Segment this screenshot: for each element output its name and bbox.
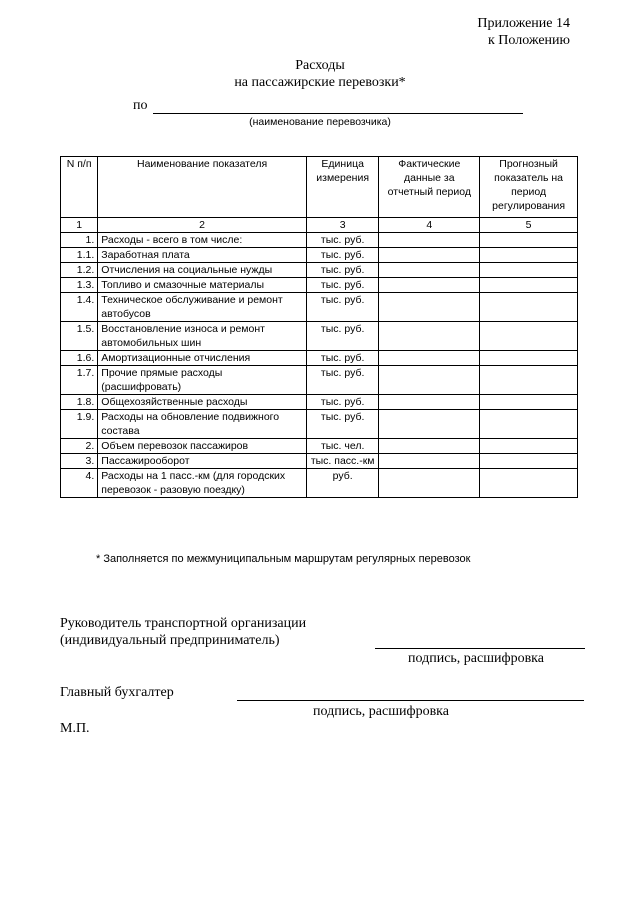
row-num: 1.7. [61,366,98,395]
row-forecast [480,410,578,439]
row-forecast [480,351,578,366]
table-row [61,293,578,322]
row-actual [379,351,480,366]
row-actual [379,248,480,263]
row-actual [379,439,480,454]
row-forecast [480,395,578,410]
carrier-name-line [153,113,523,114]
header-actual: Фактические данные за отчетный период [379,157,480,218]
col-number-1: 1 [61,218,98,233]
table-row [61,395,578,410]
table-row [61,454,578,469]
header-forecast: Прогнозный показатель на период регулирования [480,157,578,218]
row-num: 1.3. [61,278,98,293]
table-row [61,322,578,351]
row-forecast [480,278,578,293]
table-row [61,351,578,366]
appendix-note [420,15,570,49]
head-signature-line [375,648,585,649]
row-num: 2. [61,439,98,454]
expenses-table [60,156,578,498]
header-name: Наименование показателя [98,157,307,218]
accountant-signature-line [237,700,584,701]
head-label-line-2: (индивидуальный предприниматель) [60,633,280,648]
row-actual [379,410,480,439]
row-num: 1.8. [61,395,98,410]
row-name: Общехозяйственные расходы [98,395,307,410]
row-forecast [480,439,578,454]
row-actual [379,278,480,293]
row-actual [379,454,480,469]
row-num: 3. [61,454,98,469]
row-actual [379,263,480,278]
table-row [61,366,578,395]
table-row [61,233,578,248]
row-unit: тыс. чел. [306,439,379,454]
stamp-place: М.П. [60,721,90,736]
row-num: 1.6. [61,351,98,366]
row-num: 1.5. [61,322,98,351]
row-unit: тыс. руб. [306,322,379,351]
col-number-2: 2 [98,218,307,233]
row-num: 1.2. [61,263,98,278]
row-name: Расходы на обновление подвижного состава [98,410,307,439]
table-row [61,410,578,439]
row-name: Амортизационные отчисления [98,351,307,366]
row-actual [379,233,480,248]
row-actual [379,469,480,498]
header-num: N п/п [61,157,98,218]
document-subtitle: на пассажирские перевозки* [234,75,406,90]
col-number-4: 4 [379,218,480,233]
row-name: Отчисления на социальные нужды [98,263,307,278]
row-unit: тыс. руб. [306,248,379,263]
appendix-line-1: Приложение 14 [477,16,570,31]
row-unit: тыс. руб. [306,395,379,410]
head-signature-label [60,615,306,649]
row-unit: тыс. руб. [306,293,379,322]
table-row [61,469,578,498]
row-forecast [480,263,578,278]
row-name: Пассажирооборот [98,454,307,469]
row-unit: тыс. руб. [306,233,379,248]
col-number-3: 3 [306,218,379,233]
row-name: Расходы на 1 пасс.-км (для городских перевозок - разовую поездку) [98,469,307,498]
table-row [61,263,578,278]
row-unit: тыс. пасс.-км [306,454,379,469]
accountant-signature-caption: подпись, расшифровка [313,704,449,719]
row-name: Техническое обслуживание и ремонт автобусов [98,293,307,322]
carrier-caption: (наименование перевозчика) [249,116,391,128]
row-unit: тыс. руб. [306,278,379,293]
table-row [61,248,578,263]
row-name: Заработная плата [98,248,307,263]
table-row [61,278,578,293]
row-forecast [480,248,578,263]
row-unit: тыс. руб. [306,366,379,395]
row-actual [379,366,480,395]
row-unit: тыс. руб. [306,410,379,439]
row-forecast [480,454,578,469]
row-name: Восстановление износа и ремонт автомобильных шин [98,322,307,351]
carrier-prefix: по [133,98,148,113]
row-num: 1.4. [61,293,98,322]
row-name: Расходы - всего в том числе: [98,233,307,248]
row-num: 4. [61,469,98,498]
row-num: 1. [61,233,98,248]
header-unit: Единица измерения [306,157,379,218]
row-forecast [480,469,578,498]
row-actual [379,322,480,351]
col-number-5: 5 [480,218,578,233]
column-number-row [61,218,578,233]
row-actual [379,395,480,410]
accountant-label: Главный бухгалтер [60,685,174,700]
row-forecast [480,322,578,351]
row-unit: тыс. руб. [306,351,379,366]
row-unit: тыс. руб. [306,263,379,278]
appendix-line-2: к Положению [487,33,570,48]
row-forecast [480,293,578,322]
row-name: Прочие прямые расходы (расшифровать) [98,366,307,395]
row-name: Топливо и смазочные материалы [98,278,307,293]
row-num: 1.9. [61,410,98,439]
row-unit: руб. [306,469,379,498]
footnote: * Заполняется по межмуниципальным маршрутам регулярных перевозок [96,553,471,565]
table-header-row [61,157,578,218]
head-signature-caption: подпись, расшифровка [408,651,544,666]
head-label-line-1: Руководитель транспортной организации [60,616,307,631]
row-num: 1.1. [61,248,98,263]
row-forecast [480,233,578,248]
document-title: Расходы [295,58,345,73]
row-actual [379,293,480,322]
row-name: Объем перевозок пассажиров [98,439,307,454]
row-forecast [480,366,578,395]
table-row [61,439,578,454]
